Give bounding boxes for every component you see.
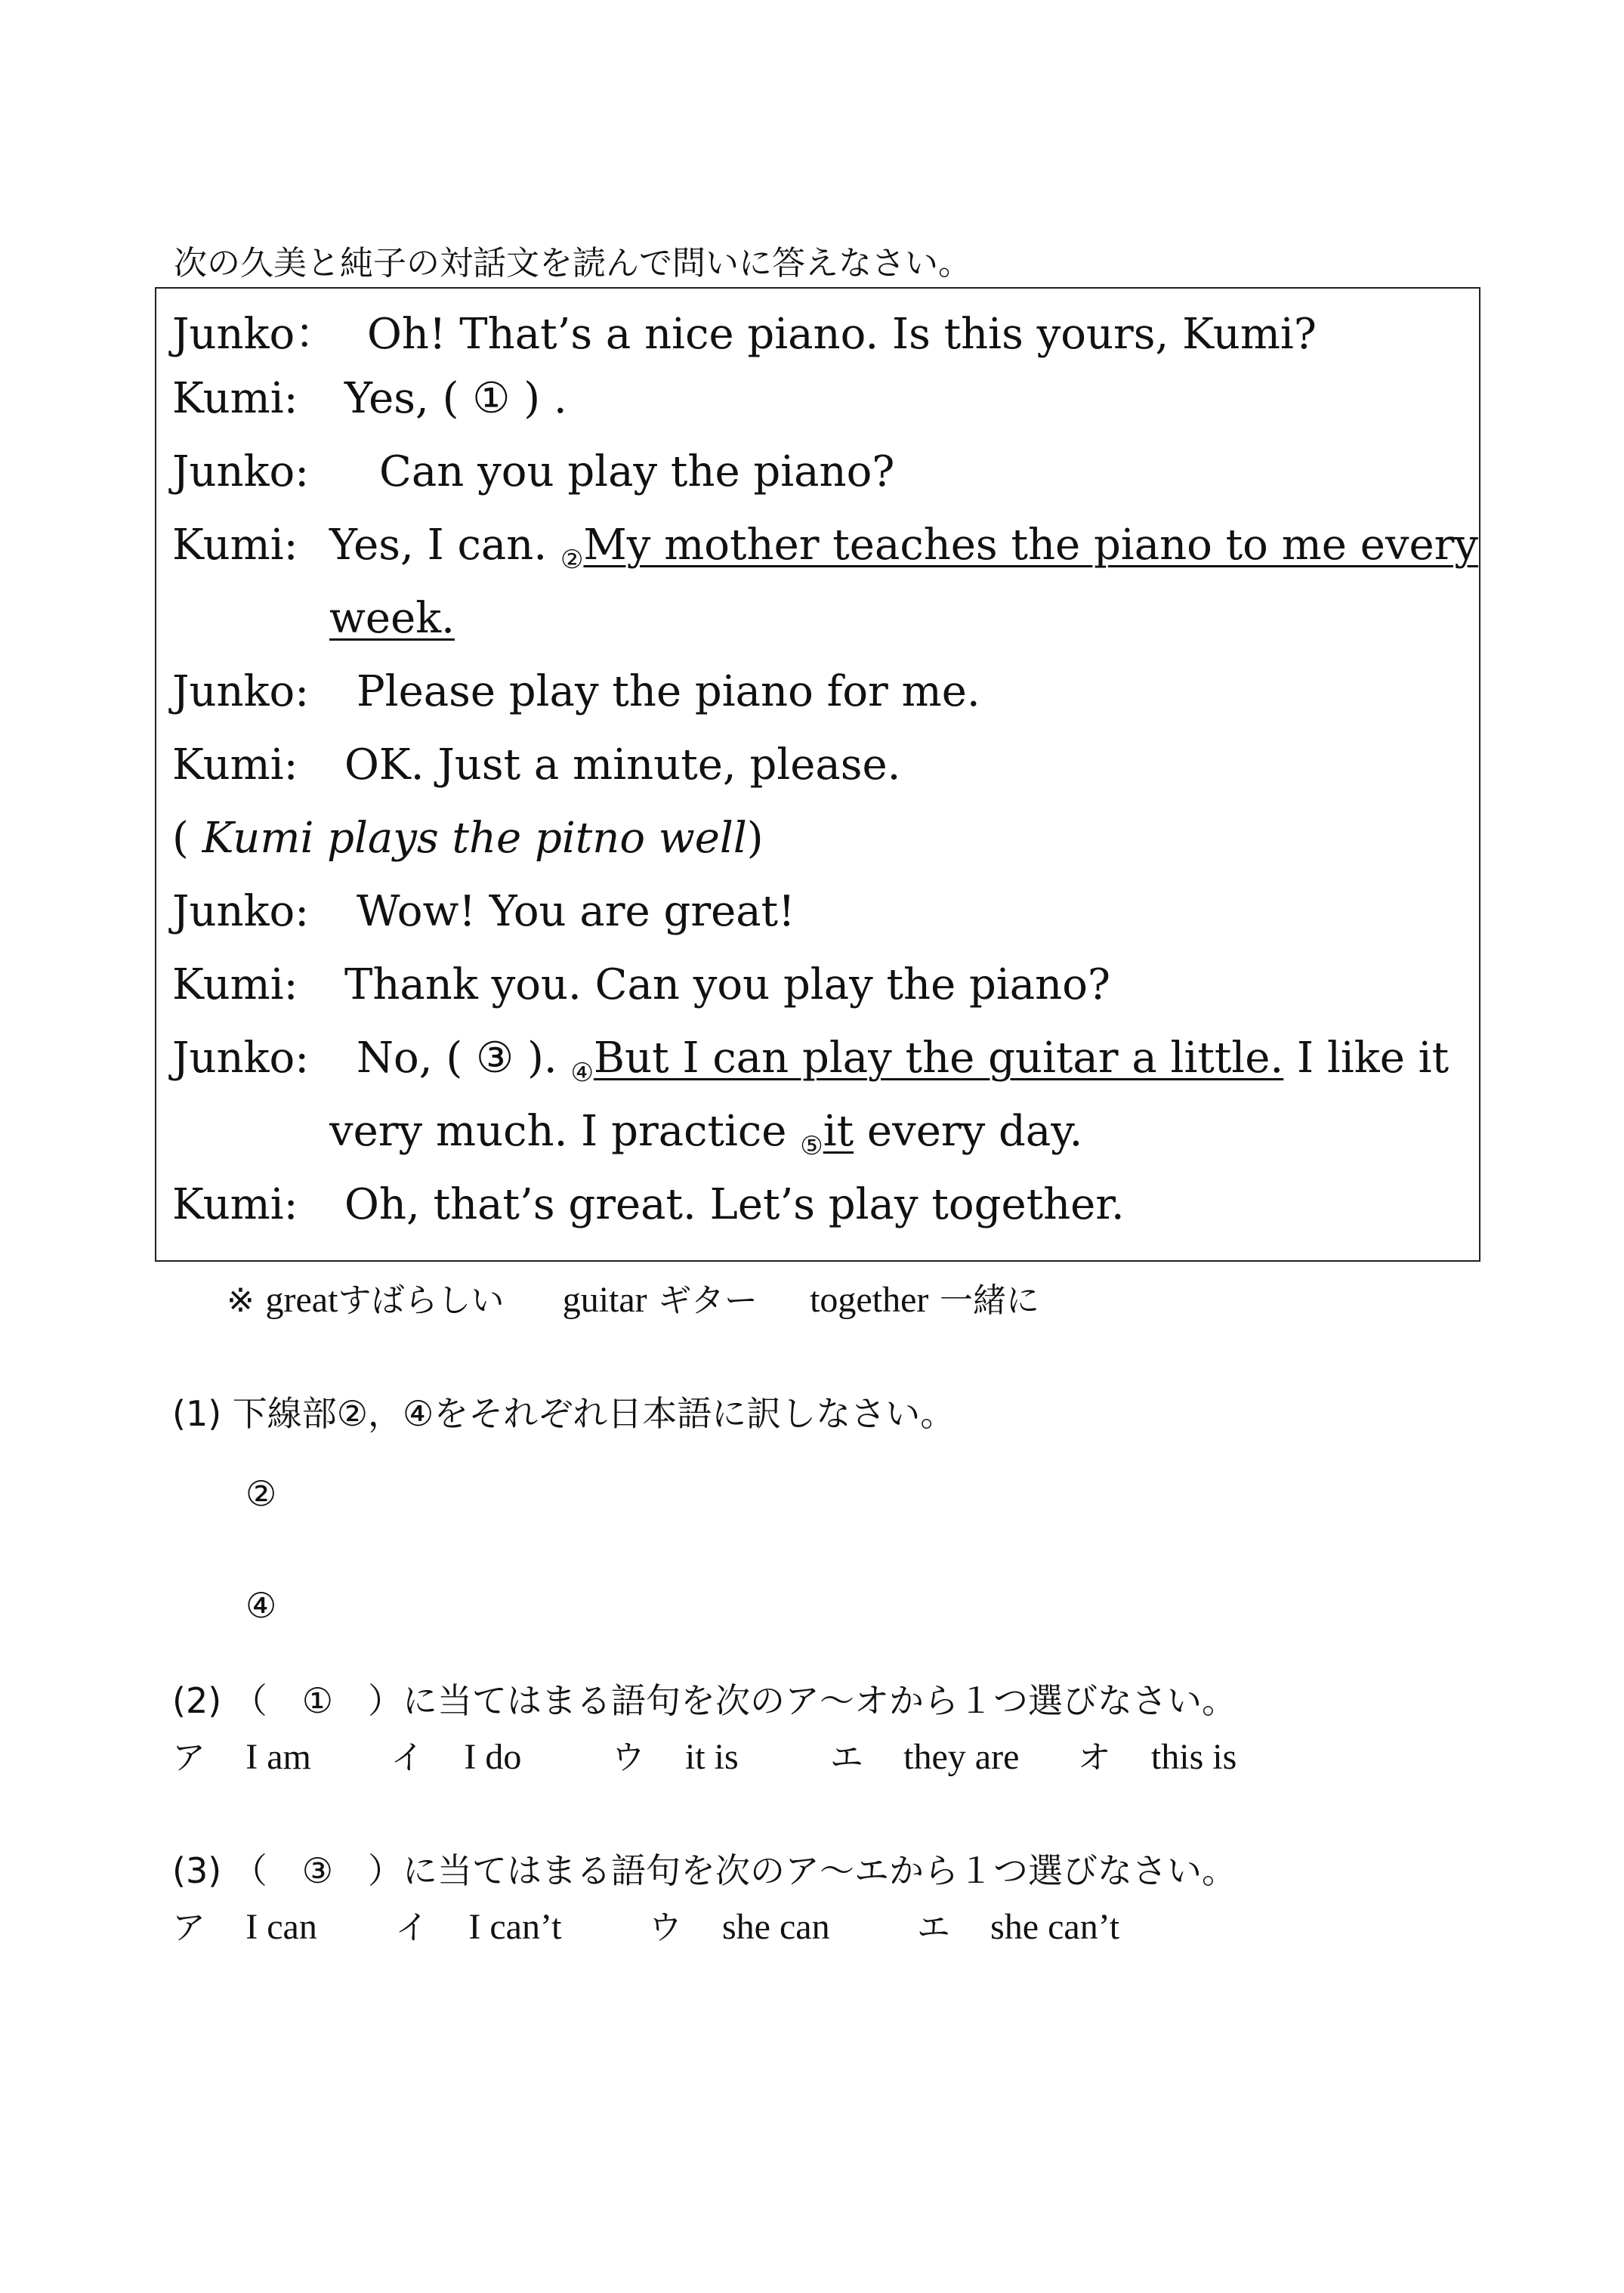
question-3: (3) （ ③ ）に当てはまる語句を次のア～エから１つ選びなさい。: [172, 1850, 1237, 1891]
option-mark: ア: [172, 1908, 205, 1947]
line-text-post: every day.: [866, 1107, 1083, 1156]
marker-4: ④: [570, 1058, 594, 1088]
dialogue-line-5: [172, 667, 980, 716]
question-2: (2) （ ① ）に当てはまる語句を次のア～オから１つ選びなさい。: [172, 1680, 1237, 1721]
vocab-jp-1: すばらしい: [338, 1281, 505, 1320]
dialogue-line-8: [172, 887, 795, 936]
dialogue-line-9: [172, 960, 1110, 1009]
vocab-jp-3: 一緒に: [939, 1281, 1039, 1320]
option-mark: イ: [395, 1908, 429, 1947]
vocab-note: [227, 1273, 1039, 1321]
option-text: I can’t: [468, 1907, 562, 1947]
speaker-junko: Junko:: [172, 1034, 310, 1083]
speaker-kumi: Kumi:: [172, 1180, 298, 1229]
speaker-kumi: Kumi:: [172, 740, 298, 790]
option-mark: イ: [391, 1738, 425, 1777]
marker-2: ②: [560, 545, 584, 575]
line-text: very much. I practice: [329, 1107, 787, 1156]
dialogue-line-7: [172, 814, 764, 863]
q1-answer-2-label: ②: [245, 1473, 277, 1514]
option-mark: エ: [916, 1908, 950, 1947]
line-text: Oh! That’s a nice piano. Is this yours, Kumi?: [367, 310, 1317, 359]
vocab-en-2: guitar: [562, 1280, 647, 1320]
dialogue-line-2: [172, 374, 567, 423]
option-text: I do: [464, 1737, 522, 1777]
line-text: Wow! You are great!: [357, 887, 795, 936]
option-text: I am: [245, 1737, 311, 1777]
dialogue-line-4: [172, 521, 1479, 575]
vocab-en-1: great: [265, 1280, 338, 1320]
vocab-en-3: together: [810, 1280, 929, 1320]
dialogue-line-6: [172, 740, 900, 790]
underlined-word-5: it: [823, 1107, 854, 1156]
option-mark: ウ: [648, 1908, 682, 1947]
dialogue-line-11: [172, 1180, 1125, 1229]
stage-close: ): [746, 814, 764, 863]
underlined-sentence-4: But I can play the guitar a little.: [593, 1034, 1284, 1083]
option-text: they are: [903, 1737, 1020, 1777]
line-text: Yes, I can.: [329, 521, 548, 570]
dialogue-line-10-cont: [329, 1107, 1083, 1161]
line-text: Oh, that’s great. Let’s play together.: [344, 1180, 1125, 1229]
speaker-kumi: Kumi:: [172, 374, 298, 423]
note-symbol: ※: [227, 1281, 255, 1320]
line-text: Please play the piano for me.: [357, 667, 980, 716]
option-mark: オ: [1077, 1738, 1111, 1777]
dialogue-line-10: [172, 1034, 1450, 1088]
dialogue-line-4-cont: [329, 594, 455, 643]
line-text: Yes, ( ① ) .: [344, 374, 567, 423]
q2-options: [172, 1730, 1237, 1778]
option-text: this is: [1150, 1737, 1237, 1777]
option-text: it is: [684, 1737, 739, 1777]
instruction: 次の久美と純子の対話文を読んで問いに答えなさい。: [174, 244, 971, 283]
dialogue-line-1: [172, 301, 1317, 361]
speaker-junko: Junko:: [172, 887, 310, 936]
underlined-sentence-2: My mother teaches the piano to me every: [583, 521, 1479, 570]
speaker-junko: Junko：: [172, 310, 338, 359]
speaker-kumi: Kumi:: [172, 521, 298, 570]
vocab-jp-2: ギター: [658, 1281, 758, 1320]
line-text: No, ( ③ ).: [357, 1034, 557, 1083]
q1-answer-4-label: ④: [245, 1585, 277, 1626]
line-text-post: I like it: [1297, 1034, 1450, 1083]
q3-options: [172, 1900, 1119, 1948]
stage-direction: Kumi plays the pitno well: [202, 814, 747, 863]
option-text: she can’t: [990, 1907, 1120, 1947]
speaker-junko: Junko:: [172, 447, 310, 496]
underlined-sentence-2-cont: week.: [329, 594, 455, 643]
marker-5: ⑤: [800, 1131, 823, 1161]
option-text: I can: [245, 1907, 317, 1947]
option-mark: ウ: [611, 1738, 645, 1777]
question-1: (1) 下線部②，④をそれぞれ日本語に訳しなさい。: [172, 1393, 956, 1434]
dialogue-line-3: [172, 447, 894, 496]
option-text: she can: [721, 1907, 830, 1947]
line-text: Can you play the piano?: [379, 447, 895, 496]
speaker-junko: Junko:: [172, 667, 310, 716]
line-text: OK. Just a minute, please.: [344, 740, 901, 790]
option-mark: ア: [172, 1738, 205, 1777]
stage-open: (: [172, 814, 189, 863]
speaker-kumi: Kumi:: [172, 960, 298, 1009]
line-text: Thank you. Can you play the piano?: [344, 960, 1110, 1009]
option-mark: エ: [829, 1738, 863, 1777]
